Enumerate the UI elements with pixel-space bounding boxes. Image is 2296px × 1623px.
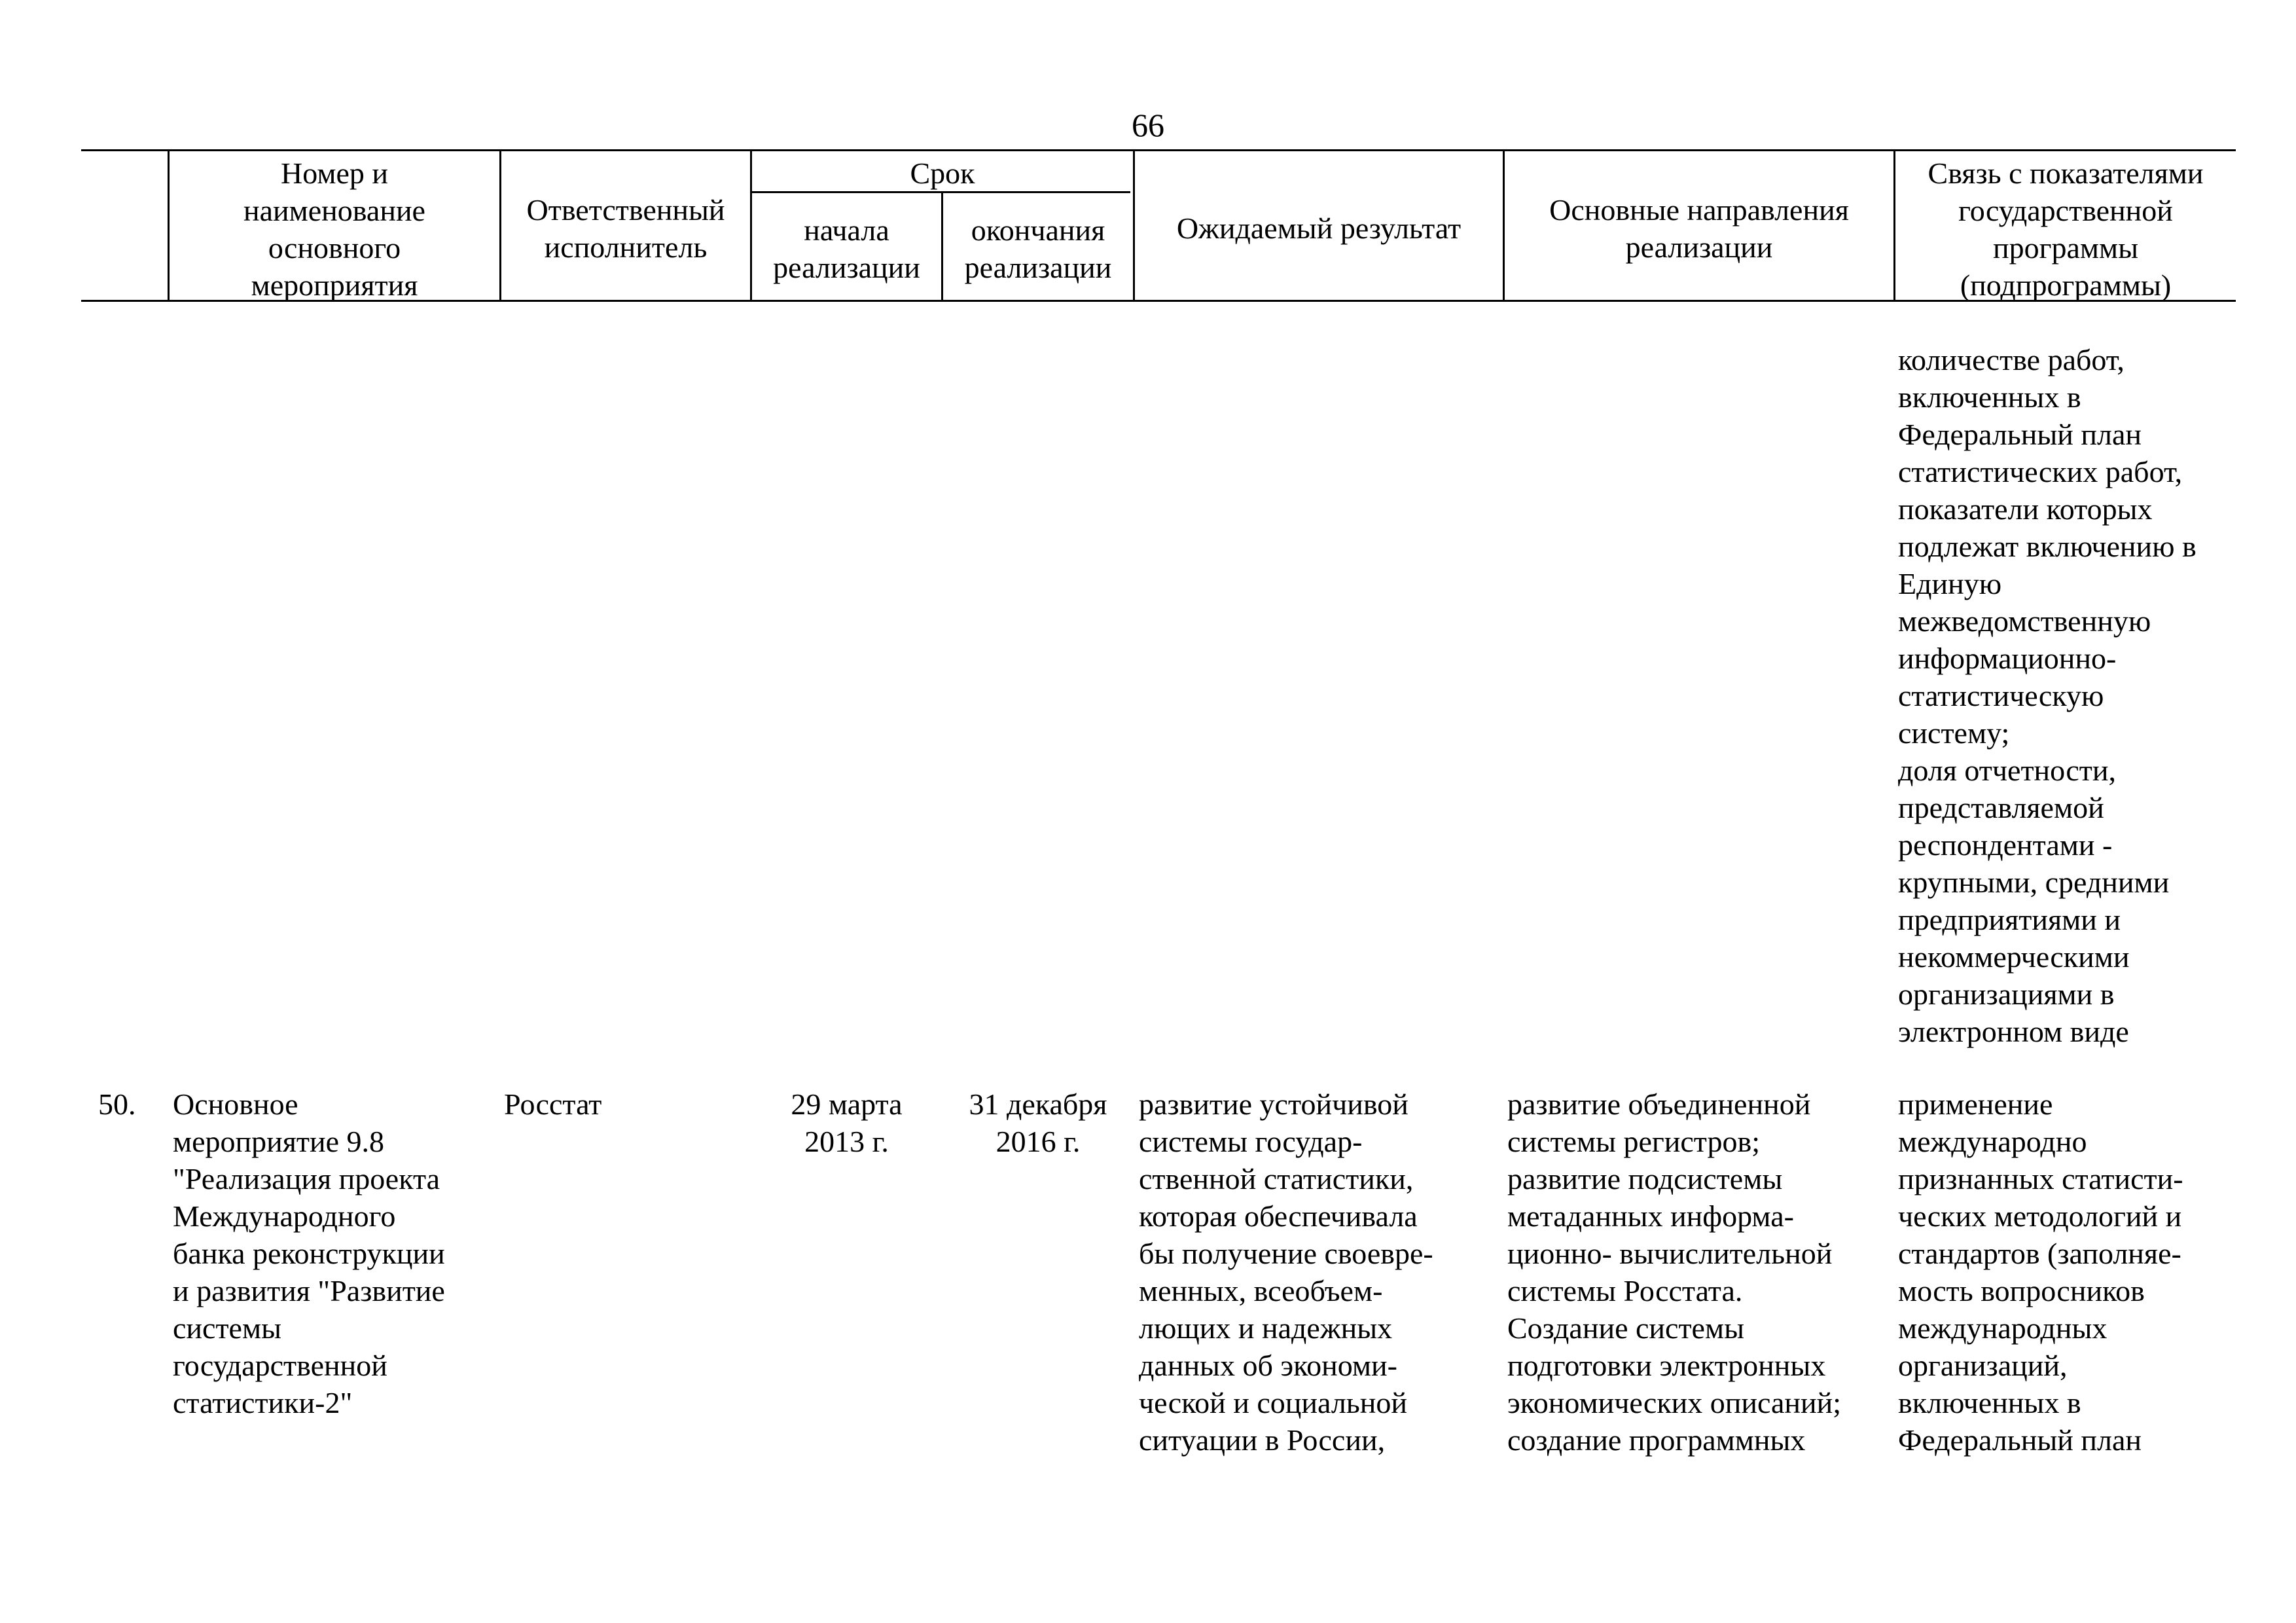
header-end: окончания реализации [964, 213, 1112, 284]
end-date: 31 декабря 2016 г. [969, 1087, 1107, 1158]
header-main-directions: Основные направления реализации [1549, 193, 1849, 264]
start-date: 29 марта 2013 г. [791, 1087, 903, 1158]
header-top-rule [81, 149, 2236, 151]
header-link-indicators: Связь с показателями государственной программы (подпрограммы) [1928, 156, 2204, 302]
event-name: Основное мероприятие 9.8 "Реализация проекта Международного банка реконструкции и развития "Развитие системы государственной статистики-2" [173, 1087, 445, 1419]
row-index: 50. [98, 1087, 136, 1121]
continuation-link-indicators: количестве работ, включенных в Федеральный план статистических работ, показатели которых подлежат включению в Единую межведомственную информационно- статистическую систему; доля отчетности, представляемой респондентами - крупными, средними предприятиями и некоммерческими организациями в электронном виде [1898, 343, 2197, 1048]
main-directions: развитие объединенной системы регистров; развитие подсистемы метаданных информа- ционно- вычислительной системы Росстата. Создание системы подготовки электронных экономических описаний; создание программных [1507, 1087, 1842, 1457]
responsible-executor: Росстат [504, 1087, 602, 1121]
expected-result: развитие устойчивой системы государ- ственной статистики, которая обеспечивала бы получение своевре- менных, всеобъем- лющих и надежных данных об экономи- ческой и социальной ситуации в России, [1139, 1087, 1433, 1457]
header-start: начала реализации [773, 213, 920, 284]
header-term: Срок [910, 156, 975, 190]
header-executor: Ответственный исполнитель [526, 193, 725, 264]
link-indicators: применение международно признанных статисти- ческих методологий и стандартов (заполняе- мость вопросников международных организаций, включенных в Федеральный план [1898, 1087, 2183, 1457]
page-number: 66 [1132, 107, 1164, 143]
header-number-and-name: Номер и наименование основного мероприятия [243, 156, 425, 302]
header-expected-result: Ожидаемый результат [1176, 211, 1462, 245]
